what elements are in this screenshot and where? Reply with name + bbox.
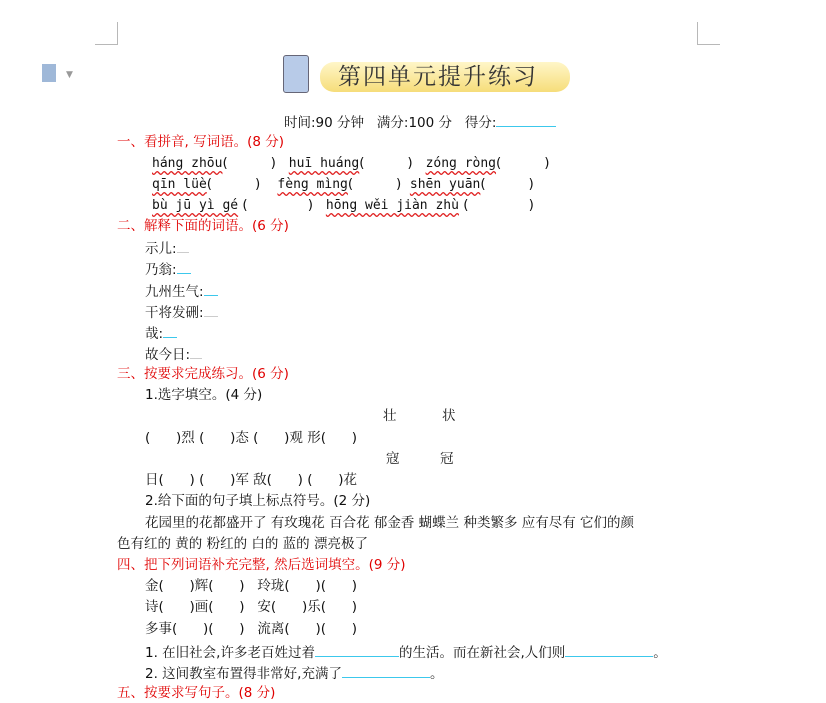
term: 乃翁:	[145, 262, 177, 278]
fill-sentence-2	[145, 663, 443, 683]
pinyin: zóng ròng	[425, 156, 497, 171]
score-label: 得分:	[464, 115, 497, 131]
score-blank[interactable]	[496, 112, 556, 127]
paragraph: 色有红的 黄的 粉红的 白的 蓝的 漂亮极了	[117, 536, 368, 552]
word-line: 多事( )( ) 流离( )( )	[145, 621, 357, 637]
term: 干将发硎:	[145, 305, 204, 321]
section-1-heading: 一、看拼音, 写词语。(8 分)	[117, 134, 284, 150]
pinyin: huī huáng	[288, 156, 360, 171]
word-line: 金( )辉( ) 玲珑( )( )	[145, 578, 357, 594]
full-score: 满分:100 分	[376, 115, 453, 131]
pinyin: hōng wěi jiàn zhù	[325, 198, 459, 213]
text: 的生活。而在新社会,人们则	[398, 645, 566, 661]
page-title: 第四单元提升练习	[338, 64, 538, 90]
pinyin-row-3: bù jū yì gé ( ) hōng wěi jiàn zhù ( )	[152, 197, 534, 213]
answer-blank[interactable]	[315, 642, 399, 657]
fill-line: 日( ) ( )军 敌( ) ( )花	[145, 472, 357, 488]
mascot-logo	[283, 55, 309, 93]
term: 故今日:	[145, 347, 191, 363]
pinyin: bù jū yì gé	[152, 198, 239, 213]
definition-item	[145, 302, 218, 322]
answer-blank[interactable]	[565, 642, 653, 657]
fill-sentence-1	[145, 642, 667, 662]
section-2-heading: 二、解释下面的词语。(6 分)	[117, 218, 289, 234]
page-corner-mark	[95, 22, 118, 45]
pinyin-row-2: qīn lüè( ) fèng mìng( ) shēn yuān( )	[152, 176, 534, 192]
paragraph: 花园里的花都盛开了 有玫瑰花 百合花 郁金香 蝴蝶兰 种类繁多 应有尽有 它们的颜	[145, 515, 635, 531]
question-2: 2.给下面的句子填上标点符号。(2 分)	[145, 493, 371, 509]
term: 哉:	[145, 326, 164, 342]
char-option: 寇	[386, 451, 400, 467]
answer-blank[interactable]	[163, 323, 177, 338]
document-icon[interactable]	[42, 64, 56, 82]
section-5-heading: 五、按要求写句子。(8 分)	[117, 685, 276, 701]
definition-item	[145, 281, 218, 301]
text: 。	[429, 666, 444, 682]
text: 1. 在旧社会,许多老百姓过着	[145, 645, 315, 661]
question-1: 1.选字填空。(4 分)	[145, 387, 263, 403]
pinyin: fèng mìng	[277, 177, 348, 192]
definition-item	[145, 238, 189, 258]
definition-item	[145, 259, 191, 279]
answer-blank[interactable]	[177, 259, 191, 274]
char-option: 冠	[440, 451, 454, 467]
term: 示儿:	[145, 241, 177, 257]
fill-line: ( )烈 ( )态 ( )观 形( )	[145, 430, 357, 446]
answer-blank[interactable]	[342, 663, 430, 678]
section-3-heading: 三、按要求完成练习。(6 分)	[117, 366, 289, 382]
pinyin-row-1: háng zhōu( ) huī huáng( ) zóng ròng( )	[152, 155, 550, 171]
char-option: 壮	[383, 408, 397, 424]
exam-info	[284, 112, 556, 132]
term: 九州生气:	[145, 284, 204, 300]
answer-blank[interactable]	[177, 238, 189, 253]
definition-item	[145, 344, 202, 364]
time-text: 时间:90 分钟	[284, 115, 365, 131]
answer-blank[interactable]	[204, 302, 218, 317]
char-option: 状	[442, 408, 456, 424]
page-corner-mark	[697, 22, 720, 45]
chevron-down-icon[interactable]: ▼	[66, 70, 73, 80]
word-line: 诗( )画( ) 安( )乐( )	[145, 599, 357, 615]
definition-item	[145, 323, 177, 343]
section-4-heading: 四、把下列词语补充完整, 然后选词填空。(9 分)	[117, 557, 406, 573]
text: 2. 这间教室布置得非常好,充满了	[145, 666, 342, 682]
answer-blank[interactable]	[190, 344, 202, 359]
pinyin: shēn yuān	[409, 177, 481, 192]
text: 。	[653, 645, 667, 661]
answer-blank[interactable]	[204, 281, 218, 296]
pinyin: qīn lüè	[152, 177, 207, 192]
pinyin: háng zhōu	[152, 156, 223, 171]
